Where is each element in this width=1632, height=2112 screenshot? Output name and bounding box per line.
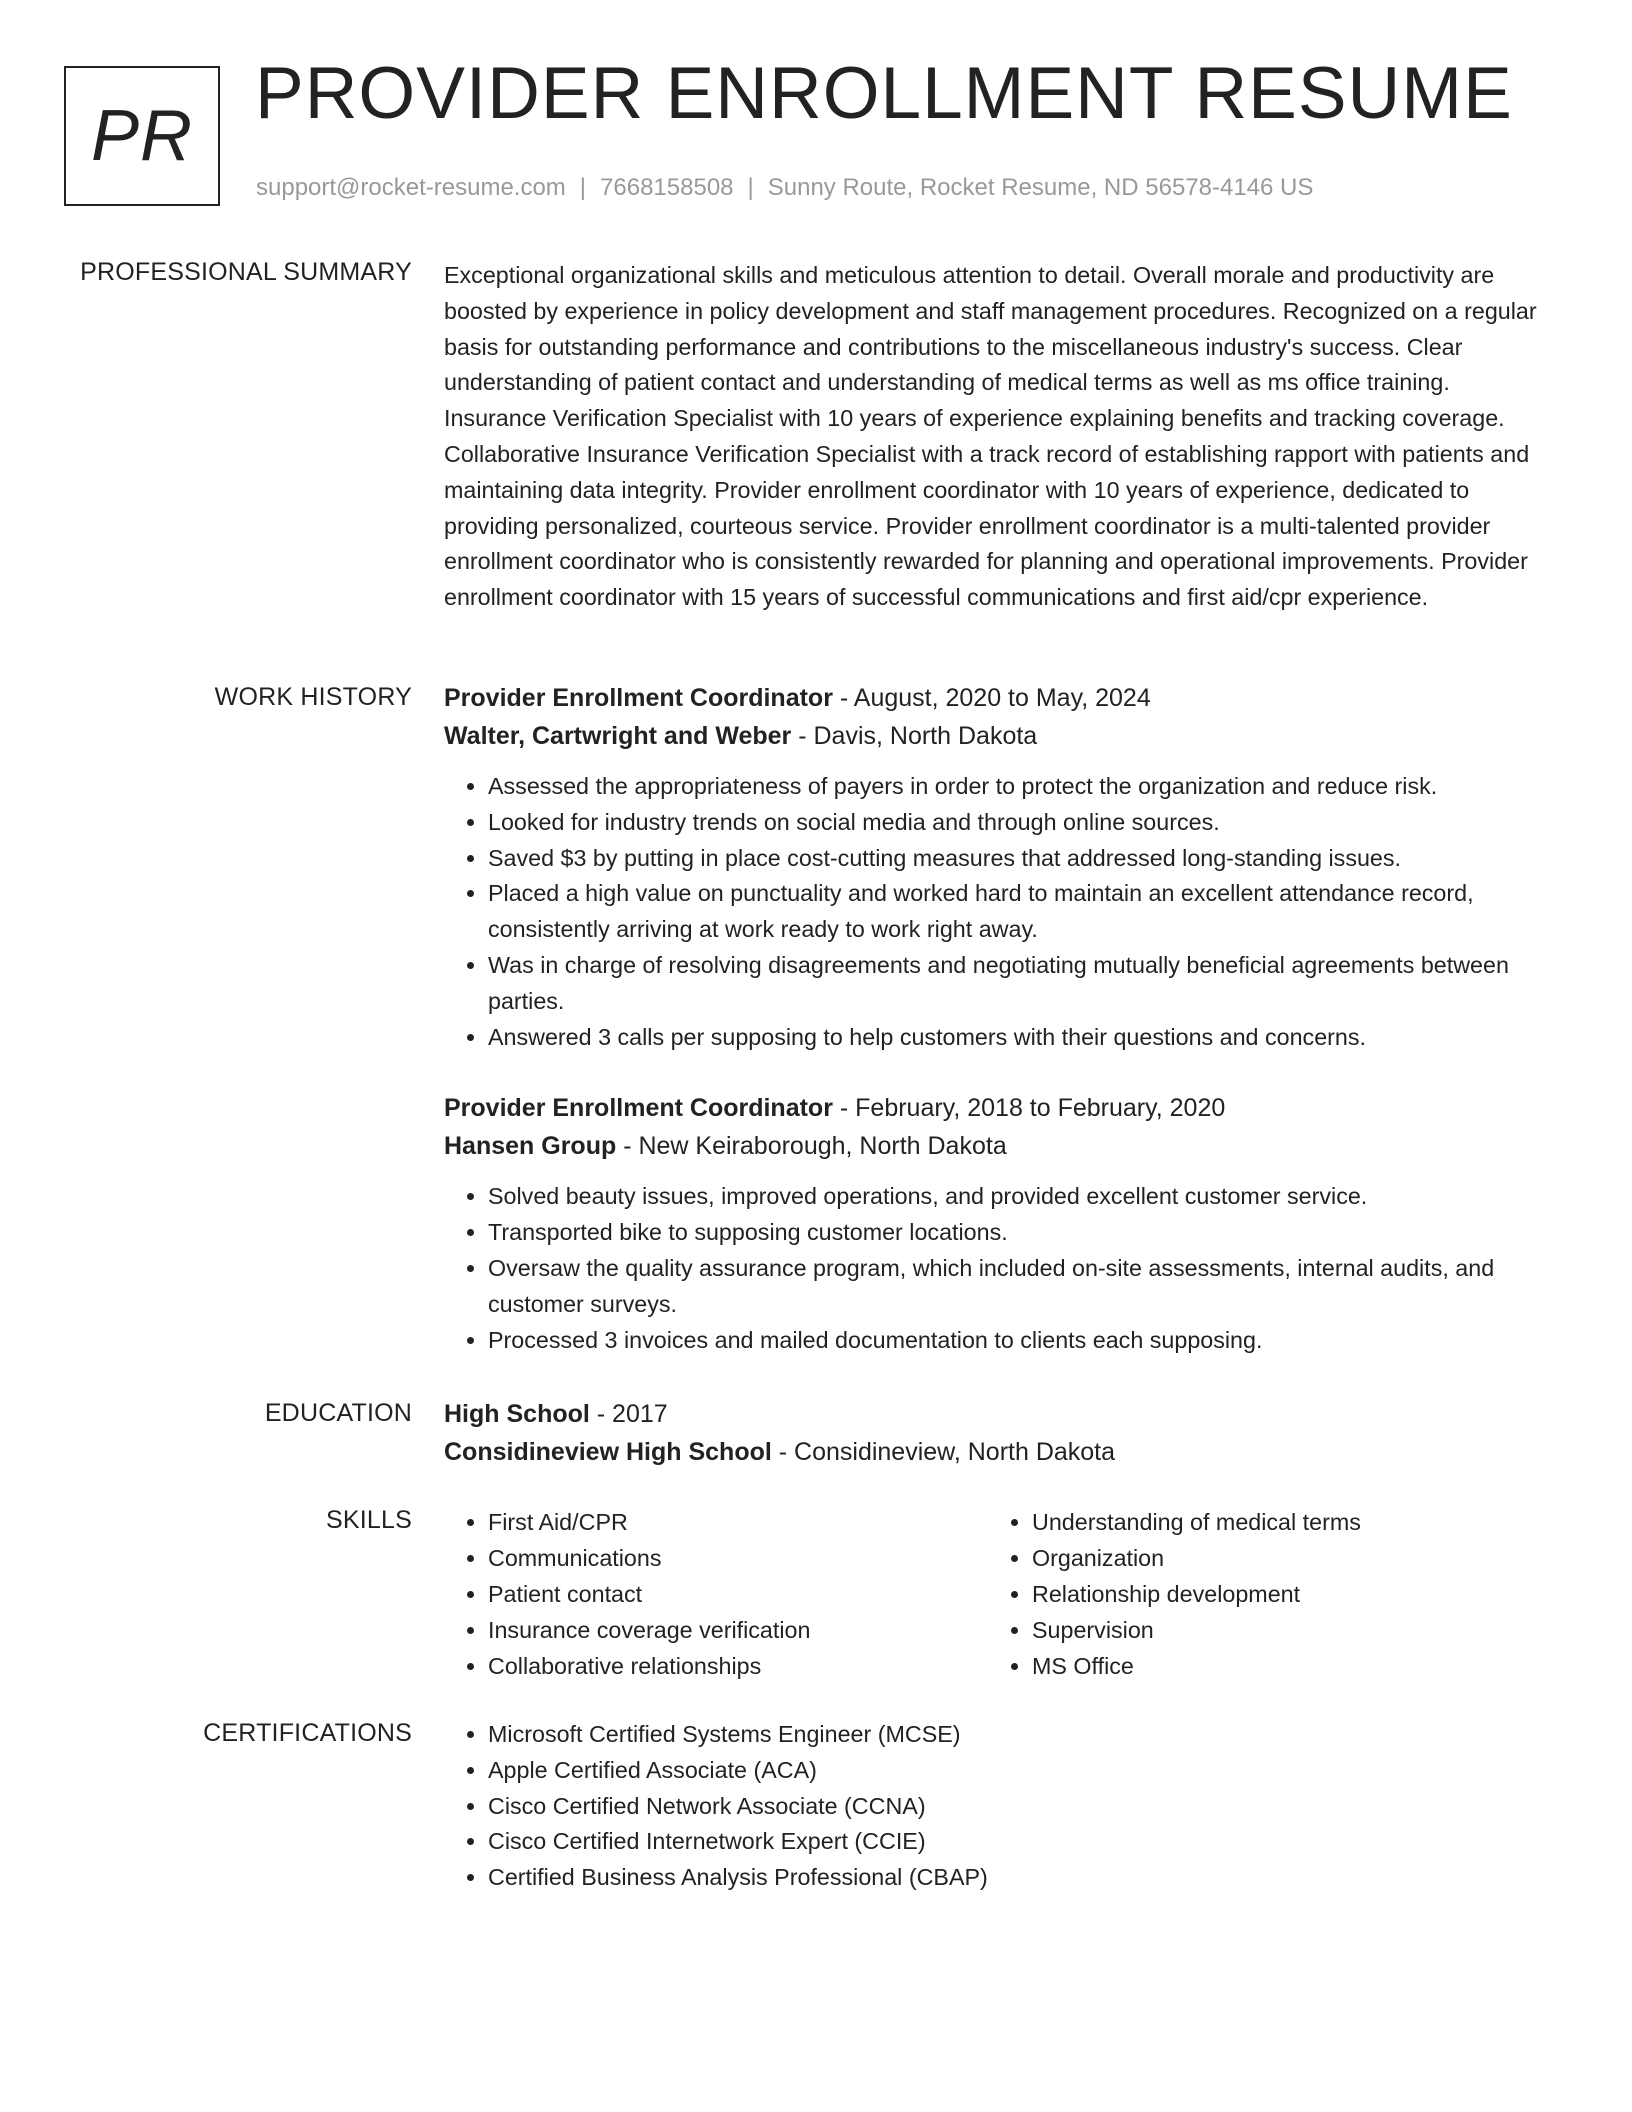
skill-item: • Insurance coverage verification xyxy=(488,1612,988,1648)
monogram-box xyxy=(64,66,220,206)
skill-item: • Supervision xyxy=(1032,1612,1532,1648)
education-year: - 2017 xyxy=(589,1400,668,1428)
skills-heading: SKILLS xyxy=(326,1506,412,1534)
skills-column-right xyxy=(988,1504,1532,1684)
job-title-line xyxy=(444,1089,1556,1127)
education-school: Considineview High School xyxy=(444,1438,772,1466)
job-employer: Walter, Cartwright and Weber xyxy=(444,722,792,750)
skills-grid xyxy=(444,1504,1556,1684)
skill-item: • Understanding of medical terms xyxy=(1032,1504,1532,1540)
skill-item: • First Aid/CPR xyxy=(488,1504,988,1540)
job-bullets xyxy=(444,769,1556,1055)
job-employer-line xyxy=(444,717,1556,755)
job-location: - Davis, North Dakota xyxy=(791,722,1038,750)
monogram-initials: PR xyxy=(90,96,194,176)
job-location: - New Keiraborough, North Dakota xyxy=(616,1132,1007,1161)
job-title: Provider Enrollment Coordinator xyxy=(444,1094,833,1123)
job-bullet: • Solved beauty issues, improved operations, and provided excellent customer service. xyxy=(488,1179,1556,1215)
contact-separator: | xyxy=(747,174,754,201)
job-bullets xyxy=(444,1179,1556,1358)
job-dates: - February, 2018 to February, 2020 xyxy=(832,1094,1226,1123)
contact-line xyxy=(256,174,1313,202)
skill-item: • Organization xyxy=(1032,1540,1532,1576)
certification-item: • Certified Business Analysis Professional (CBAP) xyxy=(488,1860,1556,1896)
job-bullet: • Looked for industry trends on social media and through online sources. xyxy=(488,805,1556,841)
certification-item: • Microsoft Certified Systems Engineer (MCSE) xyxy=(488,1717,1556,1753)
education-degree-line xyxy=(444,1395,1556,1433)
job-entry xyxy=(444,1089,1556,1358)
education-degree: High School xyxy=(444,1400,590,1428)
contact-address: Sunny Route, Rocket Resume, ND 56578-4146 US xyxy=(767,174,1314,201)
summary-heading: PROFESSIONAL SUMMARY xyxy=(80,258,412,286)
certifications-list xyxy=(444,1717,1556,1896)
skill-item: • Patient contact xyxy=(488,1576,988,1612)
job-bullet: • Answered 3 calls per supposing to help customers with their questions and concerns. xyxy=(488,1020,1556,1056)
certification-item: • Cisco Certified Internetwork Expert (CCIE) xyxy=(488,1824,1556,1860)
skill-item: • MS Office xyxy=(1032,1648,1532,1684)
skill-item: • Communications xyxy=(488,1540,988,1576)
job-bullet: • Transported bike to supposing customer locations. xyxy=(488,1215,1556,1251)
job-title: Provider Enrollment Coordinator xyxy=(444,684,833,712)
skill-item: • Collaborative relationships xyxy=(488,1648,988,1684)
contact-email[interactable]: support@rocket-resume.com xyxy=(256,174,566,201)
job-dates: - August, 2020 to May, 2024 xyxy=(832,684,1151,712)
contact-separator: | xyxy=(579,174,587,201)
work-history-heading: WORK HISTORY xyxy=(214,683,412,711)
job-title-line xyxy=(444,679,1556,717)
contact-phone[interactable]: 7668158508 xyxy=(600,174,734,201)
job-bullet: • Assessed the appropriateness of payers in order to protect the organization and reduce risk. xyxy=(488,769,1556,805)
skills-column-left xyxy=(444,1504,988,1684)
job-bullet: • Saved $3 by putting in place cost-cutting measures that addressed long-standing issues. xyxy=(488,841,1556,877)
skill-item: • Relationship development xyxy=(1032,1576,1532,1612)
summary-text: Exceptional organizational skills and meticulous attention to detail. Overall morale and productivity are boosted by experience in policy development and staff management procedures. Recognized on a regular basis for outstanding performance and contributions to the miscellaneous industry's success. Clear understanding of patient contact and understanding of medical terms as well as ms office training. Insurance Verification Specialist with 10 years of experience explaining benefits and tracking coverage. Collaborative Insurance Verification Specialist with a track record of establishing rapport with patients and maintaining data integrity. Provider enrollment coordinator with 10 years of experience, dedicated to providing personalized, courteous service. Provider enrollment coordinator is a multi-talented provider enrollment coordinator who is consistently rewarded for planning and operational improvements. Provider enrollment coordinator with 15 years of successful communications and first aid/cpr experience. xyxy=(444,262,1537,611)
certifications-heading: CERTIFICATIONS xyxy=(203,1719,412,1747)
job-bullet: • Placed a high value on punctuality and worked hard to maintain an excellent attendance record, consistently arriving at work ready to work right away. xyxy=(488,876,1556,948)
education-school-line xyxy=(444,1433,1556,1471)
job-employer-line xyxy=(444,1127,1556,1165)
education-heading: EDUCATION xyxy=(264,1399,412,1427)
certification-item: • Apple Certified Associate (ACA) xyxy=(488,1753,1556,1789)
job-bullet: • Processed 3 invoices and mailed documentation to clients each supposing. xyxy=(488,1323,1556,1359)
job-employer: Hansen Group xyxy=(444,1132,617,1161)
job-bullet: • Was in charge of resolving disagreements and negotiating mutually beneficial agreements between parties. xyxy=(488,948,1556,1020)
job-entry xyxy=(444,679,1556,1055)
resume-title: PROVIDER ENROLLMENT RESUME xyxy=(255,53,1513,134)
certification-item: • Cisco Certified Network Associate (CCNA) xyxy=(488,1789,1556,1825)
job-bullet: • Oversaw the quality assurance program, which included on-site assessments, internal audits, and customer surveys. xyxy=(488,1251,1556,1323)
education-location: - Considineview, North Dakota xyxy=(771,1438,1116,1466)
